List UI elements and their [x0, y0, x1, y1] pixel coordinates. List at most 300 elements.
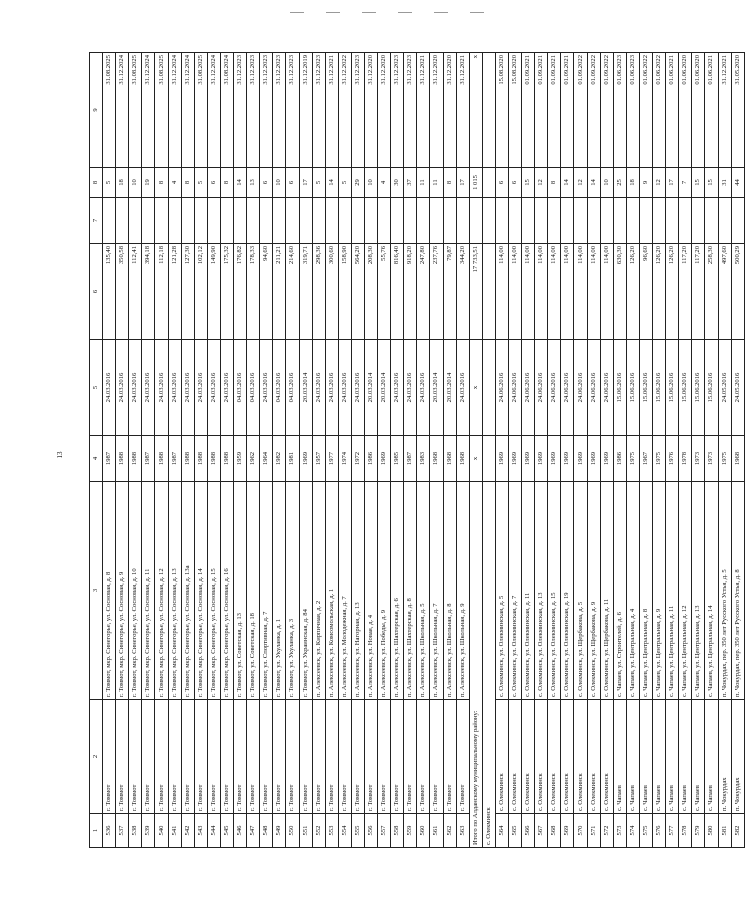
table-cell	[574, 198, 587, 244]
table-cell: с. Чапаев, ул. Строителей, д. 6	[613, 482, 626, 700]
rotated-page	[89, 53, 741, 848]
table-cell: 01.06.2021	[666, 53, 679, 168]
table-cell: 44	[731, 168, 744, 198]
table-cell: 15.08.2020	[509, 53, 522, 168]
table-cell: 1975	[718, 436, 731, 482]
column-header: 4	[90, 436, 103, 482]
table-cell: 1978	[679, 436, 692, 482]
table-cell: 24.06.2016	[509, 340, 522, 436]
table-cell	[509, 198, 522, 244]
table-cell: 566	[522, 814, 535, 848]
table-cell	[666, 198, 679, 244]
table-cell: 31.12.2020	[378, 53, 391, 168]
table-cell: 1988	[194, 436, 207, 482]
empty-cell	[482, 198, 495, 244]
table-cell: 1962	[247, 436, 260, 482]
subtotal-cell: 17 733,51	[469, 244, 482, 340]
table-cell: г. Томмот	[260, 700, 273, 814]
table-cell: 04.03.2016	[247, 340, 260, 436]
table-cell: 1988	[220, 436, 233, 482]
table-cell	[273, 198, 286, 244]
table-cell: г. Томмот	[325, 700, 338, 814]
table-cell: г. Томмот	[417, 700, 430, 814]
table-cell: 24.03.2016	[325, 340, 338, 436]
table-cell	[247, 198, 260, 244]
table-cell: 1969	[548, 436, 561, 482]
table-cell: г. Томмот	[351, 700, 364, 814]
table-cell: с. Чапаев, ул. Центральная, д. 4	[626, 482, 639, 700]
table-cell	[338, 198, 351, 244]
table-cell: 20.03.2014	[430, 340, 443, 436]
table-cell: 6	[286, 168, 299, 198]
table-cell: с. Олекминск, ул. Олекминская, д. 7	[509, 482, 522, 700]
table-cell	[404, 198, 417, 244]
table-cell: 31.12.2024	[207, 53, 220, 168]
table-cell	[103, 198, 116, 244]
table-cell: 17	[299, 168, 312, 198]
table-cell: с. Олекминск	[587, 700, 600, 814]
table-cell: с. Чапаев, ул. Центральная, д. 13	[692, 482, 705, 700]
table-cell: 15.06.2016	[679, 340, 692, 436]
table-cell: г. Томмот	[194, 700, 207, 814]
table-cell: 6	[260, 168, 273, 198]
table-cell: 24.03.2016	[116, 340, 129, 436]
table-row	[247, 53, 260, 848]
table-cell: 214,60	[286, 244, 299, 340]
table-cell: 112,41	[129, 244, 142, 340]
table-cell: 31.12.2023	[351, 53, 364, 168]
table-cell: с. Олекминск, ул. Олекминская, д. 19	[561, 482, 574, 700]
table-cell: 15	[692, 168, 705, 198]
table-cell: г. Томмот, ул. Советская, д. 18	[247, 482, 260, 700]
table-cell: с. Чапаев	[613, 700, 626, 814]
table-cell: 31.05.2020	[731, 53, 744, 168]
table-row	[639, 53, 652, 848]
subtotal-cell: 1 015	[469, 168, 482, 198]
table-cell	[391, 198, 404, 244]
table-cell: 500,29	[731, 244, 744, 340]
table-cell: г. Томмот	[430, 700, 443, 814]
table-cell: г. Томмот	[299, 700, 312, 814]
table-cell: 24.03.2016	[404, 340, 417, 436]
table-cell: 630,30	[613, 244, 626, 340]
table-cell: 24.03.2016	[391, 340, 404, 436]
table-cell: г. Томмот, мкр. Синегорье, ул. Сосновая, д. 16	[220, 482, 233, 700]
table-cell: 31.12.2023	[234, 53, 247, 168]
table-cell: 12	[535, 168, 548, 198]
table-cell: 102,12	[194, 244, 207, 340]
table-cell	[535, 198, 548, 244]
table-cell: 1983	[417, 436, 430, 482]
table-row	[535, 53, 548, 848]
table-cell: г. Томмот	[116, 700, 129, 814]
table-cell: 31.12.2021	[417, 53, 430, 168]
table-cell: 01.06.2022	[653, 53, 666, 168]
table-cell: 31.12.2023	[286, 53, 299, 168]
table-cell: 24.03.2016	[168, 340, 181, 436]
table-cell: г. Томмот	[207, 700, 220, 814]
table-cell: 563	[456, 814, 469, 848]
table-cell	[653, 198, 666, 244]
table-cell: 31.12.2020	[364, 53, 377, 168]
table-cell: 20.03.2014	[364, 340, 377, 436]
table-cell: 1988	[181, 436, 194, 482]
table-cell: 555	[351, 814, 364, 848]
table-cell: 31.12.2021	[718, 53, 731, 168]
table-cell: 1985	[391, 436, 404, 482]
table-cell: 15.06.2016	[653, 340, 666, 436]
table-cell: с. Олекминск	[509, 700, 522, 814]
table-cell: 10	[273, 168, 286, 198]
table-cell: 31.08.2024	[220, 53, 233, 168]
table-cell: 8	[220, 168, 233, 198]
table-cell: 541	[168, 814, 181, 848]
subtotal-cell: x	[469, 436, 482, 482]
table-cell: 9	[639, 168, 652, 198]
table-cell: 24.06.2016	[600, 340, 613, 436]
subtotal-cell: x	[469, 340, 482, 436]
table-cell: 1969	[600, 436, 613, 482]
table-cell: 1973	[705, 436, 718, 482]
column-header: 1	[90, 814, 103, 848]
table-cell	[417, 198, 430, 244]
table-row	[194, 53, 207, 848]
table-cell: 560	[417, 814, 430, 848]
table-cell: 01.09.2021	[548, 53, 561, 168]
table-cell: 14	[234, 168, 247, 198]
table-cell: 570	[574, 814, 587, 848]
table-row	[325, 53, 338, 848]
table-cell: 24.06.2016	[561, 340, 574, 436]
table-cell: 5	[194, 168, 207, 198]
table-cell: 1987	[168, 436, 181, 482]
table-cell: г. Томмот	[456, 700, 469, 814]
housing-table	[89, 52, 745, 848]
table-row	[731, 53, 744, 848]
table-cell: 816,40	[391, 244, 404, 340]
table-cell: с. Олекминск	[574, 700, 587, 814]
table-cell: 1969	[522, 436, 535, 482]
table-cell: 548	[260, 814, 273, 848]
table-cell	[443, 198, 456, 244]
table-cell: 114,00	[561, 244, 574, 340]
table-cell: 1969	[587, 436, 600, 482]
table-cell: 24.06.2016	[587, 340, 600, 436]
table-cell: с. Олекминск, ул. Щербакова, д. 9	[587, 482, 600, 700]
table-cell: 568	[548, 814, 561, 848]
table-cell: г. Томмот	[391, 700, 404, 814]
table-cell: п. Алексеевск, ул. Школьная, д. 8	[443, 482, 456, 700]
table-cell: 114,00	[522, 244, 535, 340]
table-cell: 576	[653, 814, 666, 848]
table-cell: 344,20	[456, 244, 469, 340]
table-cell: 577	[666, 814, 679, 848]
table-cell: 561	[430, 814, 443, 848]
table-cell: 01.09.2022	[587, 53, 600, 168]
table-cell: 571	[587, 814, 600, 848]
table-row	[600, 53, 613, 848]
table-cell	[260, 198, 273, 244]
table-cell: 237,76	[430, 244, 443, 340]
table-cell: г. Томмот	[234, 700, 247, 814]
table-cell: 564,20	[351, 244, 364, 340]
table-cell: 1968	[443, 436, 456, 482]
table-cell: 31.08.2025	[194, 53, 207, 168]
table-cell: п. Алексеевск, ул. Комсомольская, д. 1	[325, 482, 338, 700]
table-cell: 545	[220, 814, 233, 848]
table-cell	[378, 198, 391, 244]
column-header: 7	[90, 198, 103, 244]
table-cell: с. Олекминск, ул. Щербакова, д. 11	[600, 482, 613, 700]
table-cell: 5	[338, 168, 351, 198]
table-cell: 554	[338, 814, 351, 848]
table-cell	[168, 198, 181, 244]
table-cell: 14	[325, 168, 338, 198]
table-cell	[325, 198, 338, 244]
table-cell: 31.12.2024	[181, 53, 194, 168]
table-cell: 31.08.2025	[129, 53, 142, 168]
subtotal-label: Итого по Алданскому муниципальному району:	[469, 482, 482, 848]
table-cell: 6	[207, 168, 220, 198]
table-cell: 31.12.2023	[247, 53, 260, 168]
table-cell: 117,20	[692, 244, 705, 340]
table-cell: 79,87	[443, 244, 456, 340]
table-row	[181, 53, 194, 848]
table-row	[495, 53, 508, 848]
table-cell: 10	[364, 168, 377, 198]
table-cell: 559	[404, 814, 417, 848]
table-row	[286, 53, 299, 848]
table-cell: 17	[456, 168, 469, 198]
table-cell: 1969	[535, 436, 548, 482]
table-cell: 15.06.2016	[692, 340, 705, 436]
table-cell	[626, 198, 639, 244]
table-cell: 918,20	[404, 244, 417, 340]
table-cell: с. Чапаев	[666, 700, 679, 814]
table-cell: г. Томмот, мкр. Синегорье, ул. Сосновая, д. 14	[194, 482, 207, 700]
table-cell	[181, 198, 194, 244]
table-cell: 319,71	[299, 244, 312, 340]
subtotal-cell: x	[469, 53, 482, 168]
table-cell: г. Томмот, мкр. Синегорье, ул. Сосновая, д. 15	[207, 482, 220, 700]
table-cell: 1981	[286, 436, 299, 482]
table-cell: 04.03.2016	[234, 340, 247, 436]
table-cell: 546	[234, 814, 247, 848]
table-cell: 543	[194, 814, 207, 848]
table-cell: 24.03.2016	[194, 340, 207, 436]
table-cell: 24.03.2016	[155, 340, 168, 436]
table-cell: г. Томмот, мкр. Синегорье, ул. Сосновая, д. 11	[142, 482, 155, 700]
table-cell: 580	[705, 814, 718, 848]
table-cell: 20.03.2014	[378, 340, 391, 436]
table-row	[705, 53, 718, 848]
table-cell: 552	[312, 814, 325, 848]
table-cell: 176,82	[234, 244, 247, 340]
table-cell: г. Томмот	[142, 700, 155, 814]
table-cell: 29	[351, 168, 364, 198]
table-row	[378, 53, 391, 848]
table-row	[312, 53, 325, 848]
table-cell: 536	[103, 814, 116, 848]
table-row	[718, 53, 731, 848]
table-cell: 1959	[234, 436, 247, 482]
table-body	[90, 53, 745, 848]
table-cell: 1969	[574, 436, 587, 482]
table-cell: 25	[613, 168, 626, 198]
table-cell: с. Чапаев	[639, 700, 652, 814]
table-cell: 117,20	[679, 244, 692, 340]
table-cell: 24.05.2016	[718, 340, 731, 436]
table-cell: 24.03.2016	[260, 340, 273, 436]
table-cell: с. Олекминск, ул. Олекминская, д. 15	[548, 482, 561, 700]
table-row	[155, 53, 168, 848]
table-cell	[286, 198, 299, 244]
table-cell: 18	[626, 168, 639, 198]
table-cell	[587, 198, 600, 244]
subtotal-row	[469, 53, 482, 848]
table-cell: г. Томмот, мкр. Синегорье, ул. Сосновая, д. 10	[129, 482, 142, 700]
table-cell: 15.06.2016	[639, 340, 652, 436]
table-cell: 17	[666, 168, 679, 198]
table-cell: 31.12.2024	[116, 53, 129, 168]
table-cell	[351, 198, 364, 244]
table-row	[522, 53, 535, 848]
table-cell: г. Томмот	[247, 700, 260, 814]
table-cell: 24.06.2016	[548, 340, 561, 436]
table-cell: 24.03.2016	[417, 340, 430, 436]
table-cell: 31.12.2020	[443, 53, 456, 168]
table-cell: 01.09.2022	[574, 53, 587, 168]
table-cell: 114,00	[574, 244, 587, 340]
table-cell: 15.06.2016	[613, 340, 626, 436]
table-cell: 127,30	[181, 244, 194, 340]
table-cell: 31.12.2023	[260, 53, 273, 168]
table-cell: 12	[653, 168, 666, 198]
table-cell: 578	[679, 814, 692, 848]
table-cell: 12	[574, 168, 587, 198]
table-cell: г. Томмот, мкр. Синегорье, ул. Сосновая, д. 13а	[181, 482, 194, 700]
table-cell: 1973	[692, 436, 705, 482]
table-cell: 24.03.2016	[312, 340, 325, 436]
table-cell: 538	[129, 814, 142, 848]
table-cell: 15.06.2016	[626, 340, 639, 436]
table-row	[587, 53, 600, 848]
table-cell: 8	[155, 168, 168, 198]
table-cell: 31.12.2023	[312, 53, 325, 168]
table-cell: г. Томмот	[168, 700, 181, 814]
table-row	[260, 53, 273, 848]
table-cell: 31.12.2021	[456, 53, 469, 168]
table-cell: 15	[705, 168, 718, 198]
table-row	[430, 53, 443, 848]
table-cell: п. Алексеевск, ул. Новая, д. 4	[364, 482, 377, 700]
table-cell: 121,28	[168, 244, 181, 340]
table-cell: 15.06.2016	[666, 340, 679, 436]
table-cell: 11	[430, 168, 443, 198]
table-cell: 537	[116, 814, 129, 848]
table-cell	[207, 198, 220, 244]
table-cell: 1987	[404, 436, 417, 482]
table-cell: 551	[299, 814, 312, 848]
table-row	[207, 53, 220, 848]
table-row	[299, 53, 312, 848]
table-row	[103, 53, 116, 848]
table-cell: с. Олекминск, ул. Щербакова, д. 5	[574, 482, 587, 700]
table-cell	[692, 198, 705, 244]
table-cell: 126,20	[653, 244, 666, 340]
table-cell: 550	[286, 814, 299, 848]
table-cell: 10	[600, 168, 613, 198]
table-cell: 24.06.2016	[574, 340, 587, 436]
table-cell: 8	[443, 168, 456, 198]
table-cell	[522, 198, 535, 244]
table-cell: 24.03.2016	[129, 340, 142, 436]
table-cell: 114,00	[495, 244, 508, 340]
table-cell: г. Томмот, мкр. Синегорье, ул. Сосновая, д. 13	[168, 482, 181, 700]
table-cell: 31.12.2024	[142, 53, 155, 168]
table-cell: 31.12.2021	[325, 53, 338, 168]
table-row	[168, 53, 181, 848]
table-cell: г. Томмот	[155, 700, 168, 814]
table-cell: с. Олекминск	[535, 700, 548, 814]
table-cell: 31.12.2023	[404, 53, 417, 168]
table-cell: 582	[731, 814, 744, 848]
table-cell: 1986	[364, 436, 377, 482]
table-cell: с. Чапаев, ул. Центральная, д. 8	[639, 482, 652, 700]
table-cell: г. Томмот	[181, 700, 194, 814]
table-row	[364, 53, 377, 848]
table-cell: п. Алексеевск, ул. Школьная, д. 5	[417, 482, 430, 700]
table-cell: г. Томмот	[364, 700, 377, 814]
table-cell: 24.06.2016	[495, 340, 508, 436]
table-cell	[220, 198, 233, 244]
table-row	[666, 53, 679, 848]
table-row	[234, 53, 247, 848]
table-row	[679, 53, 692, 848]
table-cell: 24.06.2016	[535, 340, 548, 436]
table-cell: 114,00	[509, 244, 522, 340]
table-cell: с. Чапаев, ул. Центральная, д. 12	[679, 482, 692, 700]
table-cell	[430, 198, 443, 244]
table-cell: п. Чокурдах	[731, 700, 744, 814]
table-cell: 572	[600, 814, 613, 848]
table-cell: 8	[548, 168, 561, 198]
table-cell: 01.09.2021	[535, 53, 548, 168]
table-row	[692, 53, 705, 848]
table-cell: 24.03.2016	[220, 340, 233, 436]
table-cell: г. Томмот	[338, 700, 351, 814]
table-cell: 1964	[260, 436, 273, 482]
table-cell: 575	[639, 814, 652, 848]
table-cell: с. Олекминск, ул. Олекминская, д. 11	[522, 482, 535, 700]
table-cell: 1969	[561, 436, 574, 482]
column-header: 2	[90, 700, 103, 814]
table-row	[561, 53, 574, 848]
table-cell: г. Томмот	[378, 700, 391, 814]
table-row	[391, 53, 404, 848]
table-row	[116, 53, 129, 848]
table-cell: 31.12.2020	[430, 53, 443, 168]
table-cell: с. Чапаев, ул. Центральная, д. 11	[666, 482, 679, 700]
table-cell: 547	[247, 814, 260, 848]
table-cell: 31.08.2025	[103, 53, 116, 168]
table-cell: 1969	[378, 436, 391, 482]
table-cell: 1988	[116, 436, 129, 482]
page-number: 13	[56, 451, 64, 459]
table-cell	[312, 198, 325, 244]
table-cell: 112,18	[155, 244, 168, 340]
table-cell: 04.03.2016	[286, 340, 299, 436]
